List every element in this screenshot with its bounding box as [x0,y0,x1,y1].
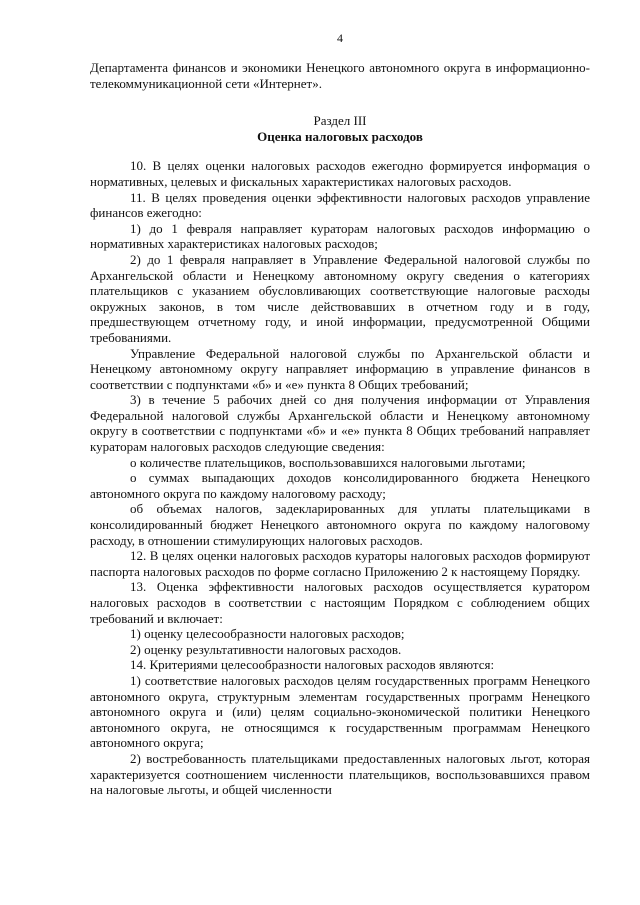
paragraph-14-item-2: 2) востребованность плательщиками предоставленных налоговых льгот, которая характеризуется соотношением численности плательщиков, воспользовавшихся правом на налоговые льготы, и общей численности [90,750,590,798]
paragraph-declared-taxes: об объемах налогов, задекларированных для уплаты плательщиками в консолидированный бюджет Ненецкого автономного округа по каждому налоговому расходу, в отношении стимулирующих налоговых расходов. [90,501,590,548]
page-number: 4 [337,31,343,45]
paragraph-fns-response: Управление Федеральной налоговой службы по Архангельской области и Ненецкому автономному округу направляет информацию в управление финансов в соответствии с подпунктами «б» и «е» пункта 8 Общих требований; [90,345,590,392]
paragraph-14-item-1: 1) соответствие налоговых расходов целям государственных программ Ненецкого автономного округа, структурным элементам государственных программ Ненецкого автономного округа и (или) целям социально-экономической политики Ненецкого автономного округа, не относящимся к государственным программам Ненецкого автономного округа; [90,672,590,751]
paragraph-11-item-1: 1) до 1 февраля направляет кураторам налоговых расходов информацию о нормативных характеристиках налоговых расходов; [90,220,590,252]
paragraph-12: 12. В целях оценки налоговых расходов кураторы налоговых расходов формируют паспорта налоговых расходов по форме согласно Приложению 2 к настоящему Порядку. [90,548,590,579]
paragraph-11: 11. В целях проведения оценки эффективности налоговых расходов управление финансов ежегодно: [90,189,590,221]
paragraph-11-item-2: 2) до 1 февраля направляет в Управление Федеральной налоговой службы по Архангельской области и Ненецкому автономному округу сведения о категориях плательщиков с указанием обусловливающих соответствующие налоговые расходы окружных законов, в том числе действовавших в отчетном году и в году, предшествующем отчетному году, и иной информации, предусмотренной Общими требованиями. [90,251,590,345]
section-title: Оценка налоговых расходов [257,128,423,144]
document-page [90,30,590,798]
section-label: Раздел III [313,113,367,129]
paragraph-13: 13. Оценка эффективности налоговых расходов осуществляется куратором налоговых расходов в соответствии с настоящим Порядком с соблюдением общих требований и включает: [90,579,590,626]
paragraph-10: 10. В целях оценки налоговых расходов ежегодно формируется информация о нормативных, целевых и фискальных характеристиках налоговых расходов. [90,158,590,189]
paragraph-taxpayer-count: о количестве плательщиков, воспользовавшихся налоговыми льготами; [130,454,526,470]
paragraph-14: 14. Критериями целесообразности налоговых расходов являются: [130,657,495,673]
paragraph-13-item-1: 1) оценку целесообразности налоговых расходов; [130,626,405,642]
paragraph-13-item-2: 2) оценку результативности налоговых расходов. [130,641,402,657]
intro-paragraph: Департамента финансов и экономики Ненецкого автономного округа в информационно-телекоммуникационной сети «Интернет». [90,60,590,91]
paragraph-11-item-3: 3) в течение 5 рабочих дней со дня получения информации от Управления Федеральной налоговой службы Архангельской области и Ненецкому автономному округу в соответствии с подпунктами «б» и «е» пункта 8 Общих требований направляет кураторам налоговых расходов следующие сведения: [90,392,590,455]
paragraph-lost-revenue: о суммах выпадающих доходов консолидированного бюджета Ненецкого автономного округа по каждому налоговому расходу; [90,470,590,501]
